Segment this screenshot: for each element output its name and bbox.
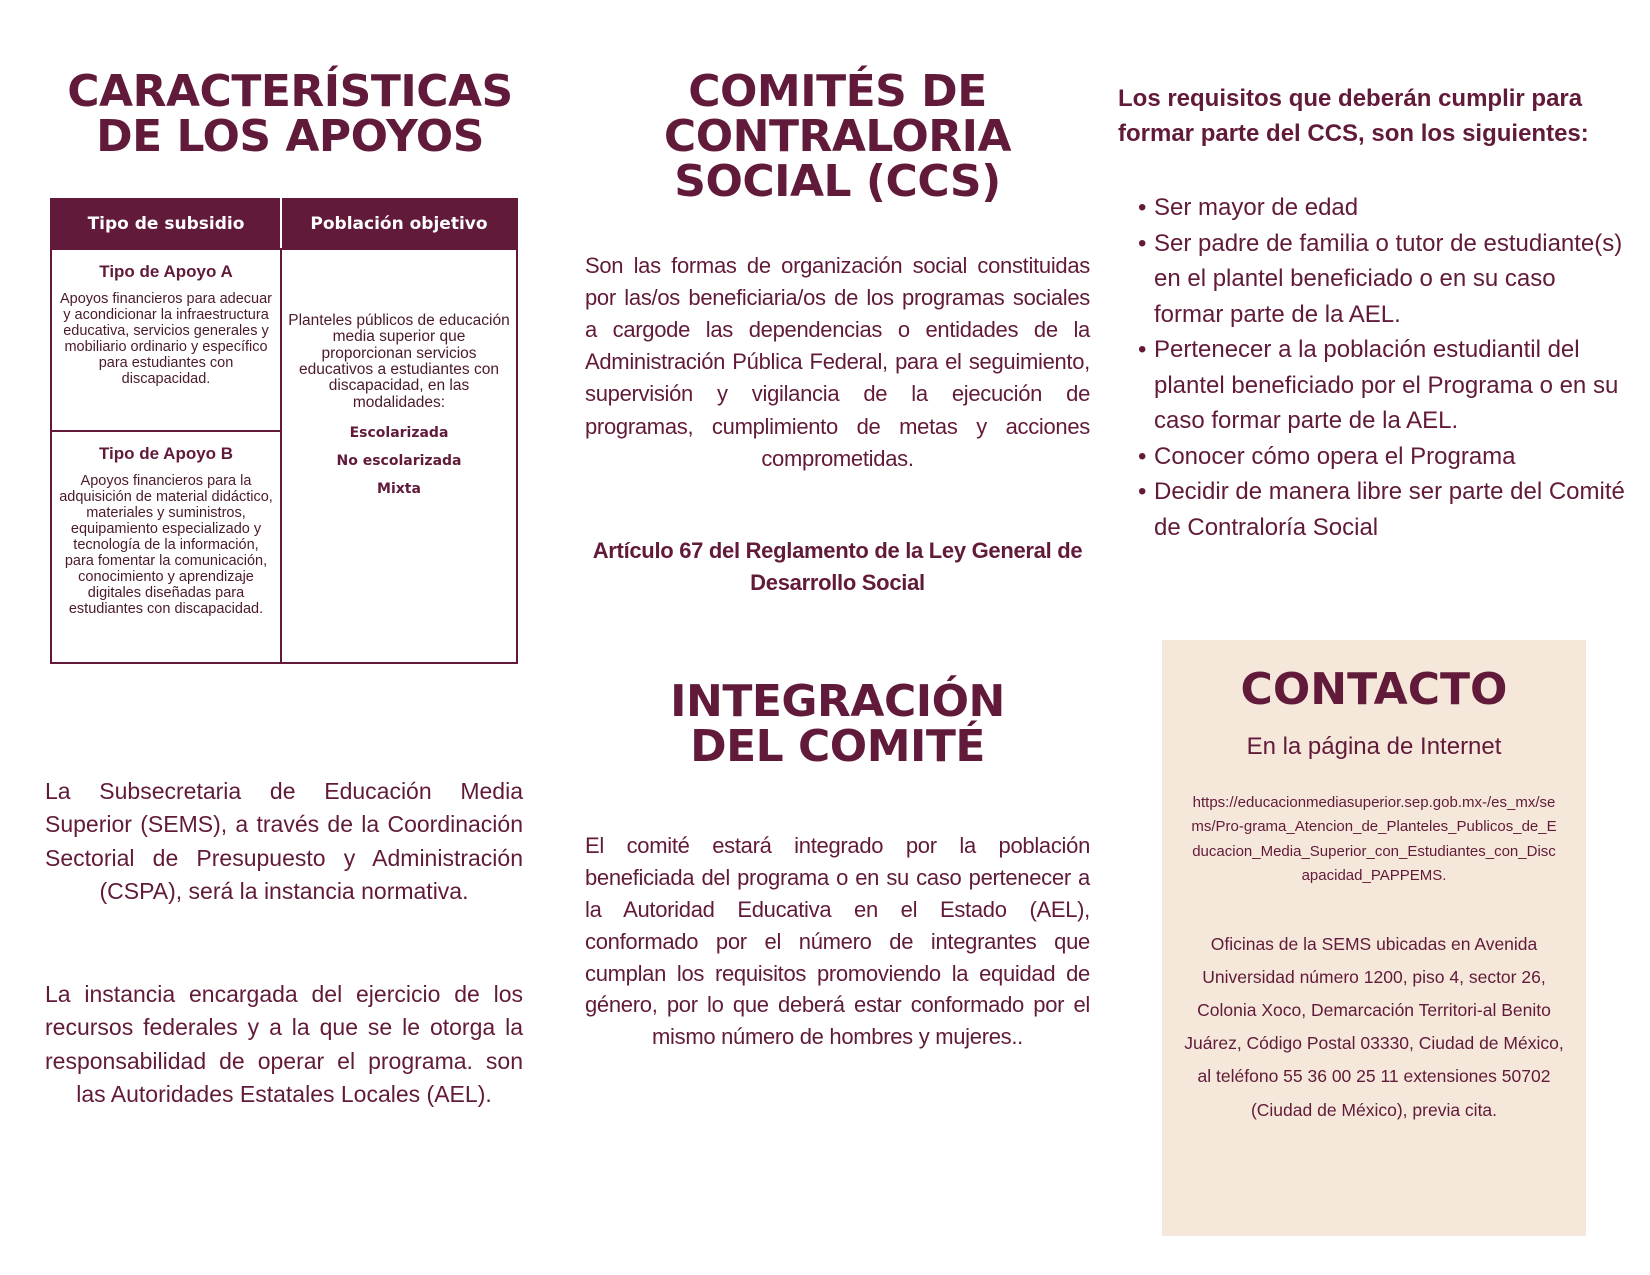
- list-item: • Ser mayor de edad: [1140, 190, 1630, 226]
- heading-line: COMITÉS DE: [688, 66, 987, 117]
- contact-box: [1162, 640, 1586, 1236]
- modalidad-item: Mixta: [377, 480, 421, 497]
- list-item: • Conocer cómo opera el Programa: [1140, 439, 1630, 475]
- support-table: [50, 198, 518, 664]
- list-item: • Ser padre de familia o tutor de estudiante(s) en el plantel beneficiado o en su caso formar parte de la AEL.: [1140, 226, 1630, 333]
- ccs-citation: Artículo 67 del Reglamento de la Ley General de Desarrollo Social: [592, 538, 1083, 596]
- header-poblacion-objetivo: Población objetivo: [281, 199, 517, 249]
- apoyo-b-cell: [51, 431, 281, 663]
- contact-web-label: En la página de Internet: [1246, 733, 1502, 760]
- heading-line: CARACTERÍSTICAS: [67, 66, 513, 117]
- requirements-intro: Los requisitos que deberán cumplir para formar parte del CCS, son los siguientes:: [1118, 85, 1589, 147]
- characteristics-heading: [40, 66, 540, 162]
- list-item: • Decidir de manera libre ser parte del Comité de Contraloría Social: [1140, 474, 1630, 545]
- heading-line: SOCIAL (CCS): [674, 155, 1001, 207]
- apoyo-a-description: Apoyos financieros para adecuar y acondicionar la infraestructura educativa, servicios generales y mobiliario ordinario y específico para estudiantes con discapacidad.: [60, 291, 272, 387]
- apoyo-a-title: Tipo de Apoyo A: [99, 262, 233, 281]
- ccs-heading: [585, 66, 1090, 207]
- apoyo-a-cell: [51, 249, 281, 431]
- modalidad-item: Escolarizada: [349, 424, 449, 441]
- apoyo-b-description: Apoyos financieros para la adquisición de material didáctico, materiales y suministros, equipamiento especializado y tecnología de la información, para fomentar la comunicación, conocimiento y aprendizaje digitales diseñadas para estudiantes con discapacidad.: [59, 473, 273, 617]
- ael-paragraph: La instancia encargada del ejercicio de los recursos federales y a la que se le otorga la responsabilidad de operar el programa. son las Autoridades Estatales Locales (AEL).: [45, 981, 523, 1108]
- contact-title: CONTACTO: [1240, 664, 1508, 715]
- poblacion-description: Planteles públicos de educación media superior que proporcionan servicios educativos a estudiantes con discapacidad, en las modalidades:: [288, 312, 510, 411]
- modalidad-item: No escolarizada: [336, 452, 462, 469]
- heading-line: INTEGRACIÓN: [670, 676, 1005, 727]
- header-tipo-subsidio: Tipo de subsidio: [51, 199, 281, 249]
- requirements-list: [1140, 190, 1630, 545]
- integration-description: El comité estará integrado por la población beneficiada del programa o en su caso pertenecer a la Autoridad Educativa en el Estado (AEL), conformado por el número de integrantes que cumplan los requisitos promoviendo la equidad de género, por lo que deberá estar conformado por el mismo número de hombres y mujeres..: [585, 833, 1090, 1050]
- apoyo-b-title: Tipo de Apoyo B: [98, 444, 234, 463]
- ccs-description: Son las formas de organización social constituidas por las/os beneficiaria/os de los programas sociales a cargode las dependencias o entidades de la Administración Pública Federal, para el seguimiento, supervisión y vigilancia de la ejecución de programas, cumplimiento de metas y acciones comprometidas.: [585, 253, 1090, 471]
- poblacion-cell: [281, 249, 517, 663]
- list-item: • Pertenecer a la población estudiantil del plantel beneficiado por el Programa o en su caso formar parte de la AEL.: [1140, 332, 1630, 439]
- contact-url-link[interactable]: https://educacionmediasuperior.sep.gob.mx-/es_mx/sems/Pro-grama_Atencion_de_Planteles_Publicos_de_Educacion_Media_Superior_con_Estudiantes_con_Discapacidad_PAPPEMS.: [1191, 794, 1557, 884]
- sems-paragraph: La Subsecretaria de Educación Media Superior (SEMS), a través de la Coordinación Sectorial de Presupuesto y Administración (CSPA), será la instancia normativa.: [45, 778, 523, 905]
- heading-line: DE LOS APOYOS: [96, 110, 484, 162]
- heading-line: CONTRALORIA: [663, 110, 1012, 162]
- contact-office-address: Oficinas de la SEMS ubicadas en Avenida Universidad número 1200, piso 4, sector 26, Colonia Xoco, Demarcación Territori-al Benito Juárez, Código Postal 03330, Ciudad de México, al teléfono 55 36 00 25 11 extensiones 50702 (Ciudad de México), previa cita.: [1184, 934, 1564, 1120]
- table-header-row: [51, 199, 517, 249]
- integration-heading: [585, 676, 1090, 772]
- heading-line: DEL COMITÉ: [690, 720, 985, 772]
- table-row: [51, 249, 517, 431]
